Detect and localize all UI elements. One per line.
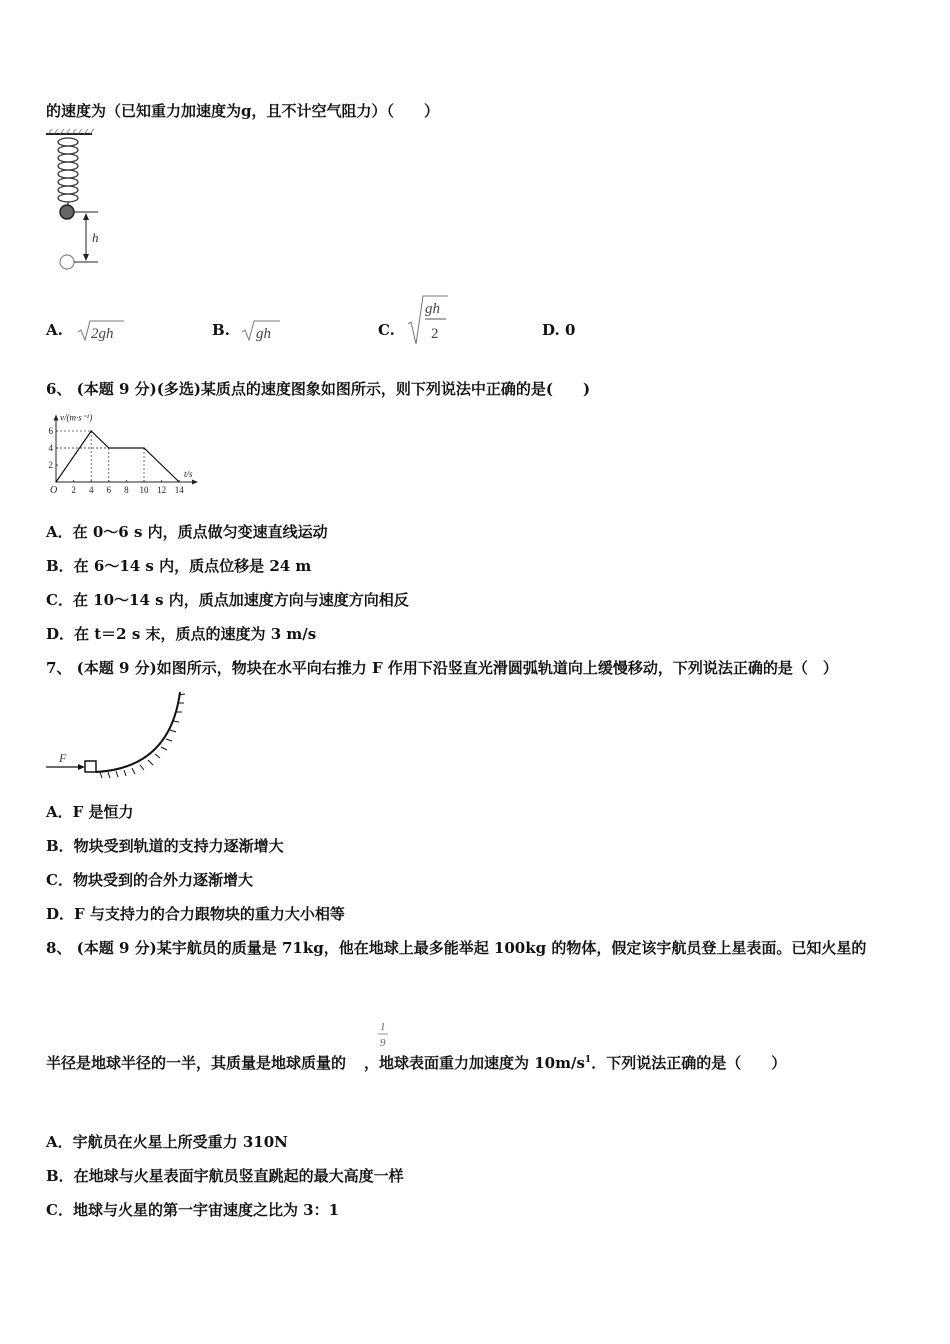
x-tick-label: 4 [88, 485, 94, 495]
q8-stem-line1: 8、 (本题 9 分)某宇航员的质量是 71kg，他在地球上最多能举起 100kg 的物体，假定该宇航员登上星表面。已知火星的 [46, 939, 867, 957]
x-tick-label: 10 [139, 485, 149, 495]
q8-stem-line2-b: ，地球表面重力加速度为 10m/s [364, 1054, 585, 1072]
y-tick-label: 4 [48, 443, 53, 453]
q8-fraction-num: 1 [380, 1021, 386, 1033]
spring-figure [40, 128, 160, 278]
q6-option-d[interactable]: D．在 t＝2 s 末，质点的速度为 3 m/s [46, 625, 317, 643]
q7-option-c[interactable]: C．物块受到的合外力逐渐增大 [46, 871, 253, 889]
q5-option-d-text: 0 [564, 321, 576, 339]
q8-option-c[interactable]: C．地球与火星的第一宇宙速度之比为 3：1 [46, 1201, 340, 1219]
q7-option-b[interactable]: B．物块受到轨道的支持力逐渐增大 [46, 837, 284, 855]
q5-stem: 的速度为（已知重力加速度为g，且不计空气阻力）（ ） [46, 102, 439, 120]
x-tick-label: 2 [71, 485, 76, 495]
h-label: h [92, 230, 99, 245]
origin-label: O [50, 485, 58, 496]
q5-option-c-expr [406, 294, 466, 348]
velocity-point [91, 430, 92, 431]
x-tick-label: 12 [157, 485, 167, 495]
q8-option-b[interactable]: B．在地球与火星表面宇航员竖直跳起的最大高度一样 [46, 1167, 404, 1185]
q5-option-d[interactable] [542, 320, 575, 340]
ball-upper [60, 205, 74, 219]
arc-track-figure [44, 688, 194, 783]
q6-option-c[interactable]: C．在 10～14 s 内，质点加速度方向与速度方向相反 [46, 591, 409, 609]
y-tick-label: 2 [48, 460, 53, 470]
x-tick-label: 14 [174, 485, 184, 495]
q6-stem: 6、 (本题 9 分)(多选)某质点的速度图象如图所示，则下列说法中正确的是( ) [46, 380, 591, 398]
q6-option-b[interactable]: B．在 6～14 s 内，质点位移是 24 m [46, 557, 312, 575]
q5-option-b-letter: B. [212, 321, 230, 339]
y-axis-arrow [54, 415, 59, 421]
y-tick-label: 6 [48, 426, 53, 436]
q8-fraction [374, 1018, 394, 1052]
q5-option-b-expr [240, 318, 300, 348]
x-axis-label: t/s [184, 469, 193, 479]
q6-option-a[interactable]: A．在 0～6 s 内，质点做匀变速直线运动 [46, 523, 328, 541]
q5-option-a[interactable] [46, 320, 63, 340]
q7-stem: 7、 (本题 9 分)如图所示，物块在水平向右推力 F 作用下沿竖直光滑圆弧轨道向上缓慢移动，下列说法正确的是（ ） [46, 659, 838, 677]
q8-stem-line2-sup: 1 [584, 1055, 592, 1065]
spring-coils [58, 138, 78, 206]
q5-option-b[interactable] [212, 320, 230, 340]
ball-lower [60, 255, 74, 269]
x-tick-label: 8 [124, 485, 129, 495]
q8-fraction-den: 9 [380, 1037, 386, 1049]
q5-option-a-radicand: 2gh [91, 326, 114, 342]
q7-option-d[interactable]: D．F 与支持力的合力跟物块的重力大小相等 [46, 905, 345, 923]
q5-option-a-letter: A. [46, 321, 63, 339]
velocity-point [143, 447, 144, 448]
q8-stem-line2-c: ．下列说法正确的是（ ） [591, 1054, 787, 1072]
q5-option-d-letter: D. [542, 321, 560, 339]
velocity-point [55, 481, 56, 482]
arc-track [96, 692, 180, 772]
block [85, 761, 96, 772]
x-tick-label: 6 [106, 485, 112, 495]
q5-option-b-radicand: gh [256, 326, 271, 342]
q7-option-a[interactable]: A．F 是恒力 [46, 803, 134, 821]
y-axis-label: v/(m·s⁻¹) [60, 412, 93, 423]
velocity-point [108, 447, 109, 448]
q8-option-a[interactable]: A．宇航员在火星上所受重力 310N [46, 1133, 288, 1151]
q8-stem-line2 [46, 1050, 786, 1073]
q5-option-c[interactable] [378, 320, 395, 340]
q8-stem-line2-a: 半径是地球半径的一半，其质量是地球质量的 [46, 1054, 347, 1072]
velocity-line [56, 431, 179, 482]
x-axis-arrow [192, 480, 198, 485]
force-label: F [59, 751, 67, 765]
q5-option-c-num: gh [425, 301, 440, 317]
q5-option-c-letter: C. [378, 321, 395, 339]
arc-track-hatching [100, 694, 185, 778]
q5-option-a-expr [76, 318, 136, 348]
q5-option-c-den: 2 [431, 326, 439, 342]
vt-graph [44, 408, 214, 500]
